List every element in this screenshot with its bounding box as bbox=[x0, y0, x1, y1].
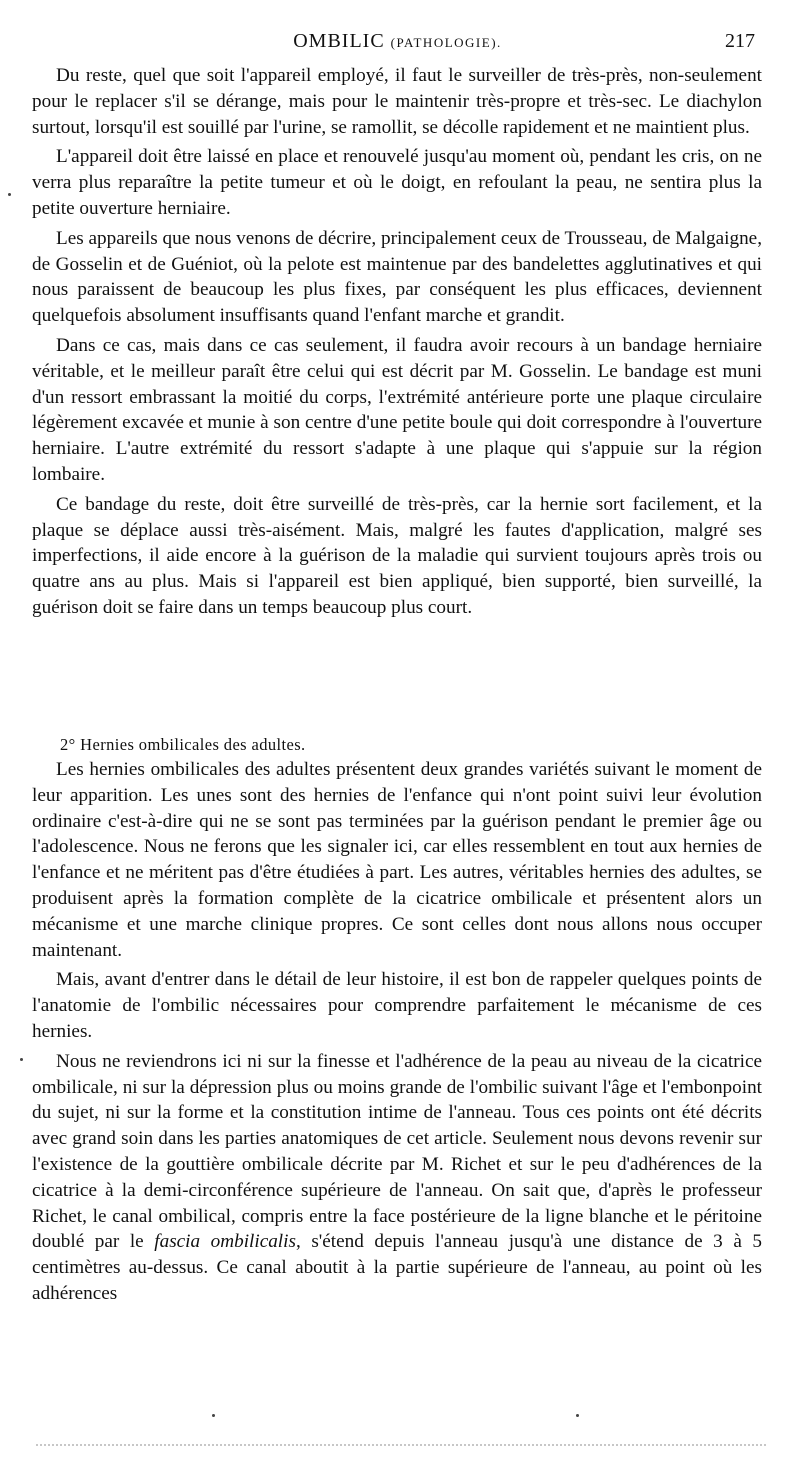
header-title-sub: (PATHOLOGIE). bbox=[390, 35, 502, 50]
paragraph: Les appareils que nous venons de décrire, principalement ceux de Trousseau, de Malgaigne, de Gosselin et de Guéniot, où la pelote est maintenue par des bandelettes agglutinatives et qui nous paraissent de beaucoup les plus fixes, par conséquent les plus efficaces, deviennent quelquefois absolument insuffisants quand l'enfant marche et grandit. bbox=[32, 227, 762, 327]
paragraph: Mais, avant d'entrer dans le détail de leur histoire, il est bon de rappeler quelques points de l'anatomie de l'ombilic nécessaires pour comprendre parfaitement le mécanisme de ces hernies. bbox=[32, 969, 762, 1042]
print-speck bbox=[20, 1058, 23, 1061]
body-text-top bbox=[32, 63, 762, 621]
paragraph: Du reste, quel que soit l'appareil employé, il faut le surveiller de très-près, non-seulement pour le replacer s'il se dérange, mais pour le maintenir très-propre et très-sec. Le diachylon surtout, lorsqu'il est souillé par l'urine, se ramollit, se décolle rapidement et ne maintient plus. bbox=[32, 65, 762, 138]
print-speck bbox=[212, 1414, 215, 1417]
paragraph: Dans ce cas, mais dans ce cas seulement, il faudra avoir recours à un bandage herniaire véritable, et le meilleur paraît être celui qui est décrit par M. Gosselin. Le bandage est muni d'un ressort embrassant la moitié du corps, l'extrémité antérieure porte une plaque circulaire légèrement excavée et munie à son centre d'une petite boule qui doit correspondre à l'ouverture herniaire. L'autre extrémité du ressort s'adapte à une plaque qui s'appuie sur la région lombaire. bbox=[32, 334, 762, 485]
header-title-main: OMBILIC bbox=[293, 30, 385, 52]
footer-dotted-rule bbox=[36, 1438, 766, 1446]
header-title bbox=[30, 30, 765, 53]
paragraph: L'appareil doit être laissé en place et renouvelé jusqu'au moment où, pendant les cris, on ne verra plus reparaître la petite tumeur et où le doigt, en refoulant la peau, ne sentira plus la petite ouverture herniaire. bbox=[32, 146, 762, 219]
text-span: Nous ne reviendrons ici ni sur la finesse et l'adhérence de la peau au niveau de la cicatrice ombilicale, ni sur la dépression plus ou moins grande de l'ombilic suivant l'âge et l'embonpoint du sujet, ni sur la forme et la constitution intime de l'anneau. Tous ces points ont été décrits avec grand soin dans les parties anatomiques de cet article. Seulement nous devons revenir sur l'existence de la gouttière ombilicale décrite par M. Richet et sur le peu d'adhérences de la cicatrice à la demi-circonférence supérieure de l'anneau. On sait que, d'après le professeur Richet, le canal ombilical, compris entre la face postérieure de la ligne blanche et le péritoine doublé par le bbox=[32, 1050, 762, 1253]
running-header bbox=[30, 30, 765, 58]
section-heading: 2° Hernies ombilicales des adultes. bbox=[60, 735, 306, 754]
section-body bbox=[32, 757, 762, 1307]
paragraph: Les hernies ombilicales des adultes présentent deux grandes variétés suivant le moment de leur apparition. Les unes sont des hernies de l'enfance qui n'ont point suivi leur évolution ordinaire c'est-à-dire qui ne se sont pas terminées par la guérison pendant le premier âge ou l'adolescence. Nous ne ferons que les signaler ici, car elles ressemblent en tout aux hernies de l'enfance et ne méritent pas d'être étudiées à part. Les autres, véritables hernies des adultes, se produisent après la formation complète de la cicatrice ombilicale et présentent alors un mécanisme et une marche clinique propres. Ce sont celles dont nous allons nous occuper maintenant. bbox=[32, 759, 762, 961]
paragraph: Ce bandage du reste, doit être surveillé de très-près, car la hernie sort facilement, et la plaque se déplace aussi très-aisément. Mais, malgré les fautes d'application, malgré ses imperfections, il aide encore à la guérison de la maladie qui survient toujours après trois ou quatre ans au plus. Mais si l'appareil est bien appliqué, bien supporté, bien surveillé, la guérison doit se faire dans un temps beaucoup plus court. bbox=[32, 493, 762, 618]
paragraph-with-italic bbox=[32, 1049, 762, 1307]
italic-term: fascia ombilicalis bbox=[154, 1231, 296, 1253]
text-span: , s'étend depuis l'anneau jusqu'à une distance de 3 à 5 centimètres au-dessus. Ce canal aboutit à la partie supérieure de l'anneau, au point où les adhérences bbox=[32, 1231, 763, 1304]
print-speck bbox=[576, 1414, 579, 1417]
page-number: 217 bbox=[725, 30, 755, 52]
print-speck bbox=[8, 193, 11, 196]
